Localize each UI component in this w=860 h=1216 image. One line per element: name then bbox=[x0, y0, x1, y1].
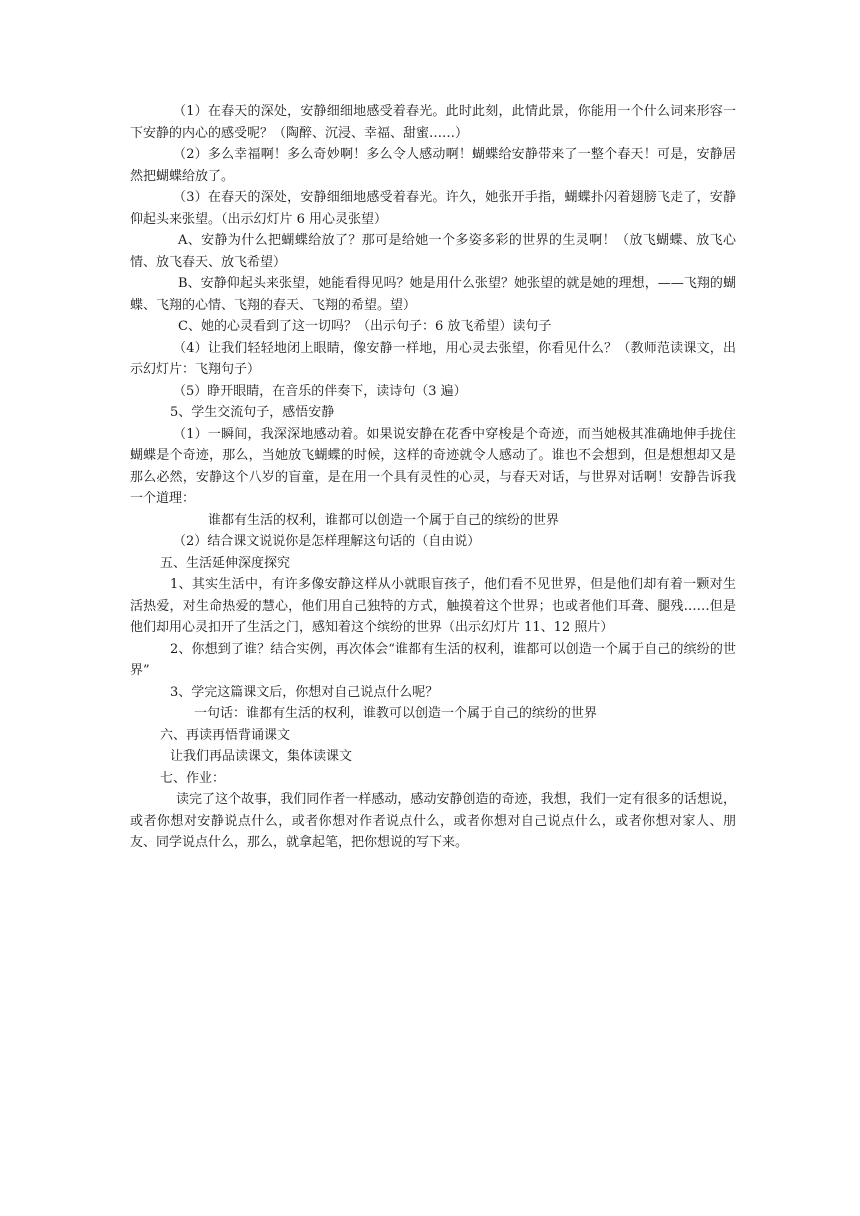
paragraph-part-5-1: 1、其实生活中，有许多像安静这样从小就眼盲孩子，他们看不见世界，但是他们却有着一颗对生活热爱，对生命热爱的慧心，他们用自己独特的方式，触摸着这个世界；也或者他们耳聋、腿残……但是他们却用心灵扣开了生活之门，感知着这个缤纷的世界（出示幻灯片 11、12 照片） bbox=[130, 577, 736, 635]
paragraph-step-5-1: （1）一瞬间，我深深地感动着。如果说安静在花香中穿梭是个奇迹，而当她极其准确地伸手拢住蝴蝶是个奇迹，那么，当她放飞蝴蝶的时候，这样的奇迹就令人感动了。谁也不会想到，但是想想却又是那么必然，安静这个八岁的盲童，是在用一个具有灵性的心灵，与春天对话，与世界对话啊！安静告诉我一个道理： bbox=[130, 426, 736, 506]
paragraph-step-3-3: （3）在春天的深处，安静细细地感受着春光。许久，她张开手指，蝴蝶扑闪着翅膀飞走了，安静仰起头来张望。（出示幻灯片 6 用心灵张望） bbox=[130, 190, 736, 227]
paragraph-part-6: 让我们再品读课文，集体读课文 bbox=[170, 749, 353, 764]
paragraph-question-c: C、她的心灵看到了这一切吗？（出示句子：6 放飞希望）读句子 bbox=[178, 319, 552, 334]
heading-part-6: 六、再读再悟背诵课文 bbox=[160, 727, 291, 743]
document-body bbox=[130, 101, 736, 854]
paragraph-step-5-2: （2）结合课文说说你是怎样理解这句话的（自由说） bbox=[173, 534, 481, 549]
paragraph-question-a: A、安静为什么把蝴蝶给放了？那可是给她一个多姿多彩的世界的生灵啊！（放飞蝴蝶、放飞心情、放飞春天、放飞希望） bbox=[130, 233, 736, 270]
paragraph-step-3-1: （1）在春天的深处，安静细细地感受着春光。此时此刻，此情此景，你能用一个什么词来形容一下安静的内心的感受呢？（陶醉、沉浸、幸福、甜蜜……） bbox=[130, 104, 736, 141]
heading-part-5: 五、生活延伸深度探究 bbox=[160, 555, 291, 571]
paragraph-homework: 读完了这个故事，我们同作者一样感动，感动安静创造的奇迹，我想，我们一定有很多的话想说，或者你想对安静说点什么，或者你想对作者说点什么，或者你想对自己说点什么，或者你想对家人、朋友、同学说点什么，那么，就拿起笔，把你想说的写下来。 bbox=[130, 792, 736, 850]
one-sentence-quote: 一句话：谁都有生活的权利，谁教可以创造一个属于自己的缤纷的世界 bbox=[194, 706, 598, 721]
paragraph-part-5-3: 3、学完这篇课文后，你想对自己说点什么呢？ bbox=[170, 684, 439, 700]
paragraph-question-b: B、安静仰起头来张望，她能看得见吗？她是用什么张望？她张望的就是她的理想，——飞翔的蝴蝶、飞翔的心情、飞翔的春天、飞翔的希望。望） bbox=[130, 276, 736, 313]
paragraph-step-3-2: （2）多么幸福啊！多么奇妙啊！多么令人感动啊！蝴蝶给安静带来了一整个春天！可是，安静居然把蝴蝶给放了。 bbox=[130, 147, 736, 184]
paragraph-part-5-2: 2、你想到了谁？结合实例，再次体会“谁都有生活的权利，谁都可以创造一个属于自己的缤纷的世界” bbox=[130, 641, 736, 678]
paragraph-section-5: 5、学生交流句子，感悟安静 bbox=[170, 405, 335, 420]
paragraph-step-3-4: （4）让我们轻轻地闭上眼睛，像安静一样地，用心灵去张望，你看见什么？（教师范读课文，出示幻灯片：飞翔句子） bbox=[130, 340, 736, 377]
paragraph-step-3-5: （5）睁开眼睛，在音乐的伴奏下，读诗句（3 遍） bbox=[173, 383, 467, 399]
heading-part-7: 七、作业： bbox=[160, 770, 226, 786]
quote-line: 谁都有生活的权利，谁都可以创造一个属于自己的缤纷的世界 bbox=[208, 512, 560, 528]
